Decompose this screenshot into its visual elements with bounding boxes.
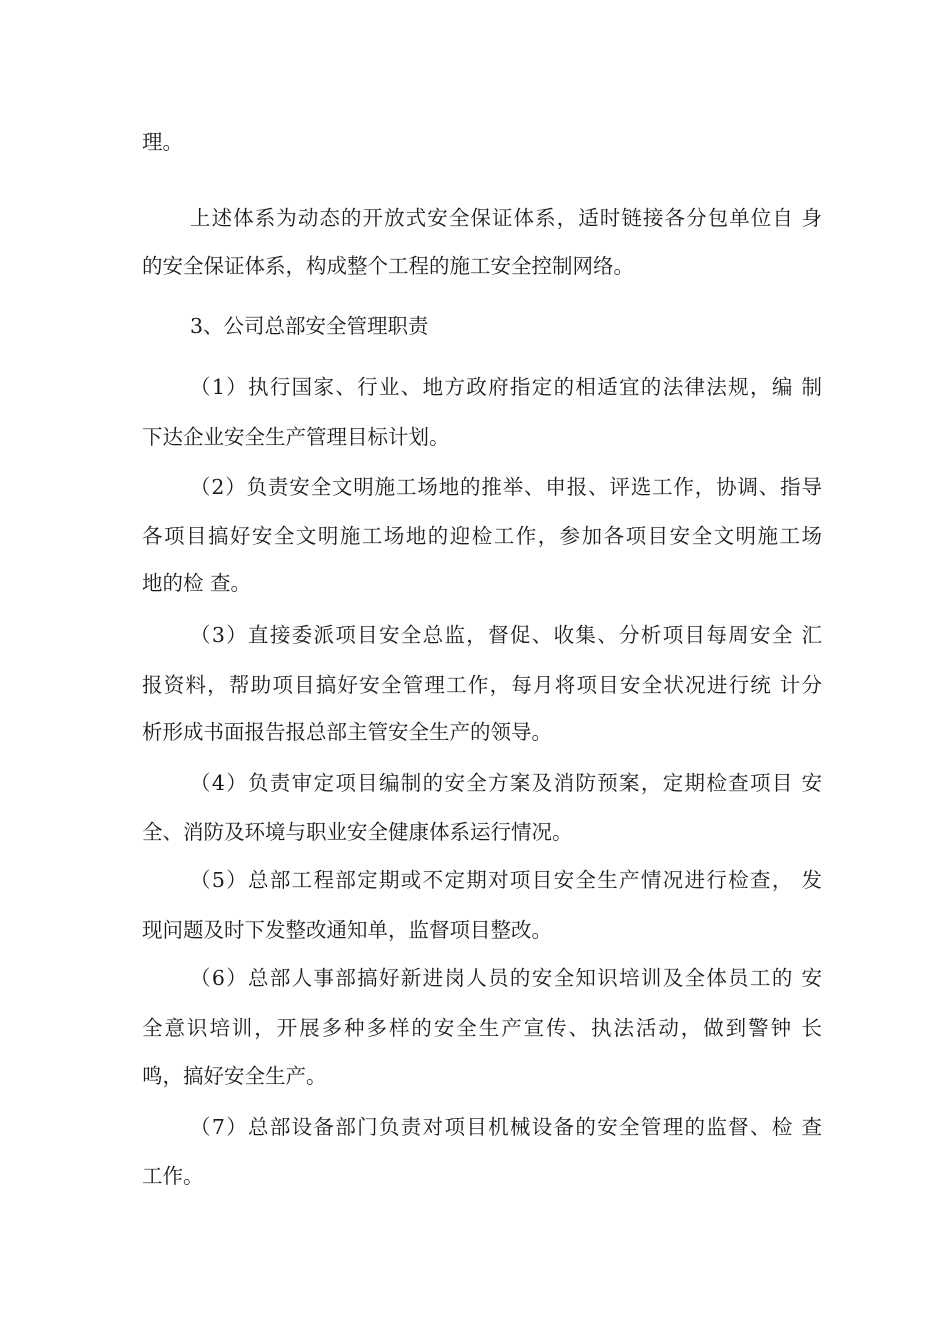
item-5-line-2: 现问题及时下发整改通知单，监督项目整改。 <box>142 918 552 942</box>
item-2-line-1: （2）负责安全文明施工场地的推举、申报、评选工作，协调、指导 <box>190 475 822 499</box>
item-6-line-1: （6）总部人事部搞好新进岗人员的安全知识培训及全体员工的 安 <box>190 966 822 990</box>
item-1-line-1: （1）执行国家、行业、地方政府指定的相适宜的法律法规，编 制 <box>190 375 822 399</box>
item-2-line-2: 各项目搞好安全文明施工场地的迎检工作，参加各项目安全文明施工场 <box>142 524 822 548</box>
section-heading-3: 3、公司总部安全管理职责 <box>190 314 429 338</box>
item-3-line-1: （3）直接委派项目安全总监，督促、收集、分析项目每周安全 汇 <box>190 623 822 647</box>
paragraph-system-line-1: 上述体系为动态的开放式安全保证体系，适时链接各分包单位自 身 <box>190 206 822 230</box>
item-3-line-2: 报资料，帮助项目搞好安全管理工作，每月将项目安全状况进行统 计分 <box>142 673 822 697</box>
item-4-line-2: 全、消防及环境与职业安全健康体系运行情况。 <box>142 820 573 844</box>
item-6-line-2: 全意识培训，开展多种多样的安全生产宣传、执法活动，做到警钟 长 <box>142 1016 822 1040</box>
item-3-line-3: 析形成书面报告报总部主管安全生产的领导。 <box>142 720 552 744</box>
item-5-line-1: （5）总部工程部定期或不定期对项目安全生产情况进行检查， 发 <box>190 868 822 892</box>
paragraph-system-line-2: 的安全保证体系，构成整个工程的施工安全控制网络。 <box>142 254 634 278</box>
item-2-line-3: 地的检 查。 <box>142 571 252 595</box>
item-4-line-1: （4）负责审定项目编制的安全方案及消防预案，定期检查项目 安 <box>190 771 822 795</box>
item-7-line-2: 工作。 <box>142 1164 204 1188</box>
item-7-line-1: （7）总部设备部门负责对项目机械设备的安全管理的监督、检 查 <box>190 1115 822 1139</box>
paragraph-continuation-line: 理。 <box>142 130 183 154</box>
item-6-line-3: 鸣，搞好安全生产。 <box>142 1064 327 1088</box>
item-1-line-2: 下达企业安全生产管理目标计划。 <box>142 425 450 449</box>
